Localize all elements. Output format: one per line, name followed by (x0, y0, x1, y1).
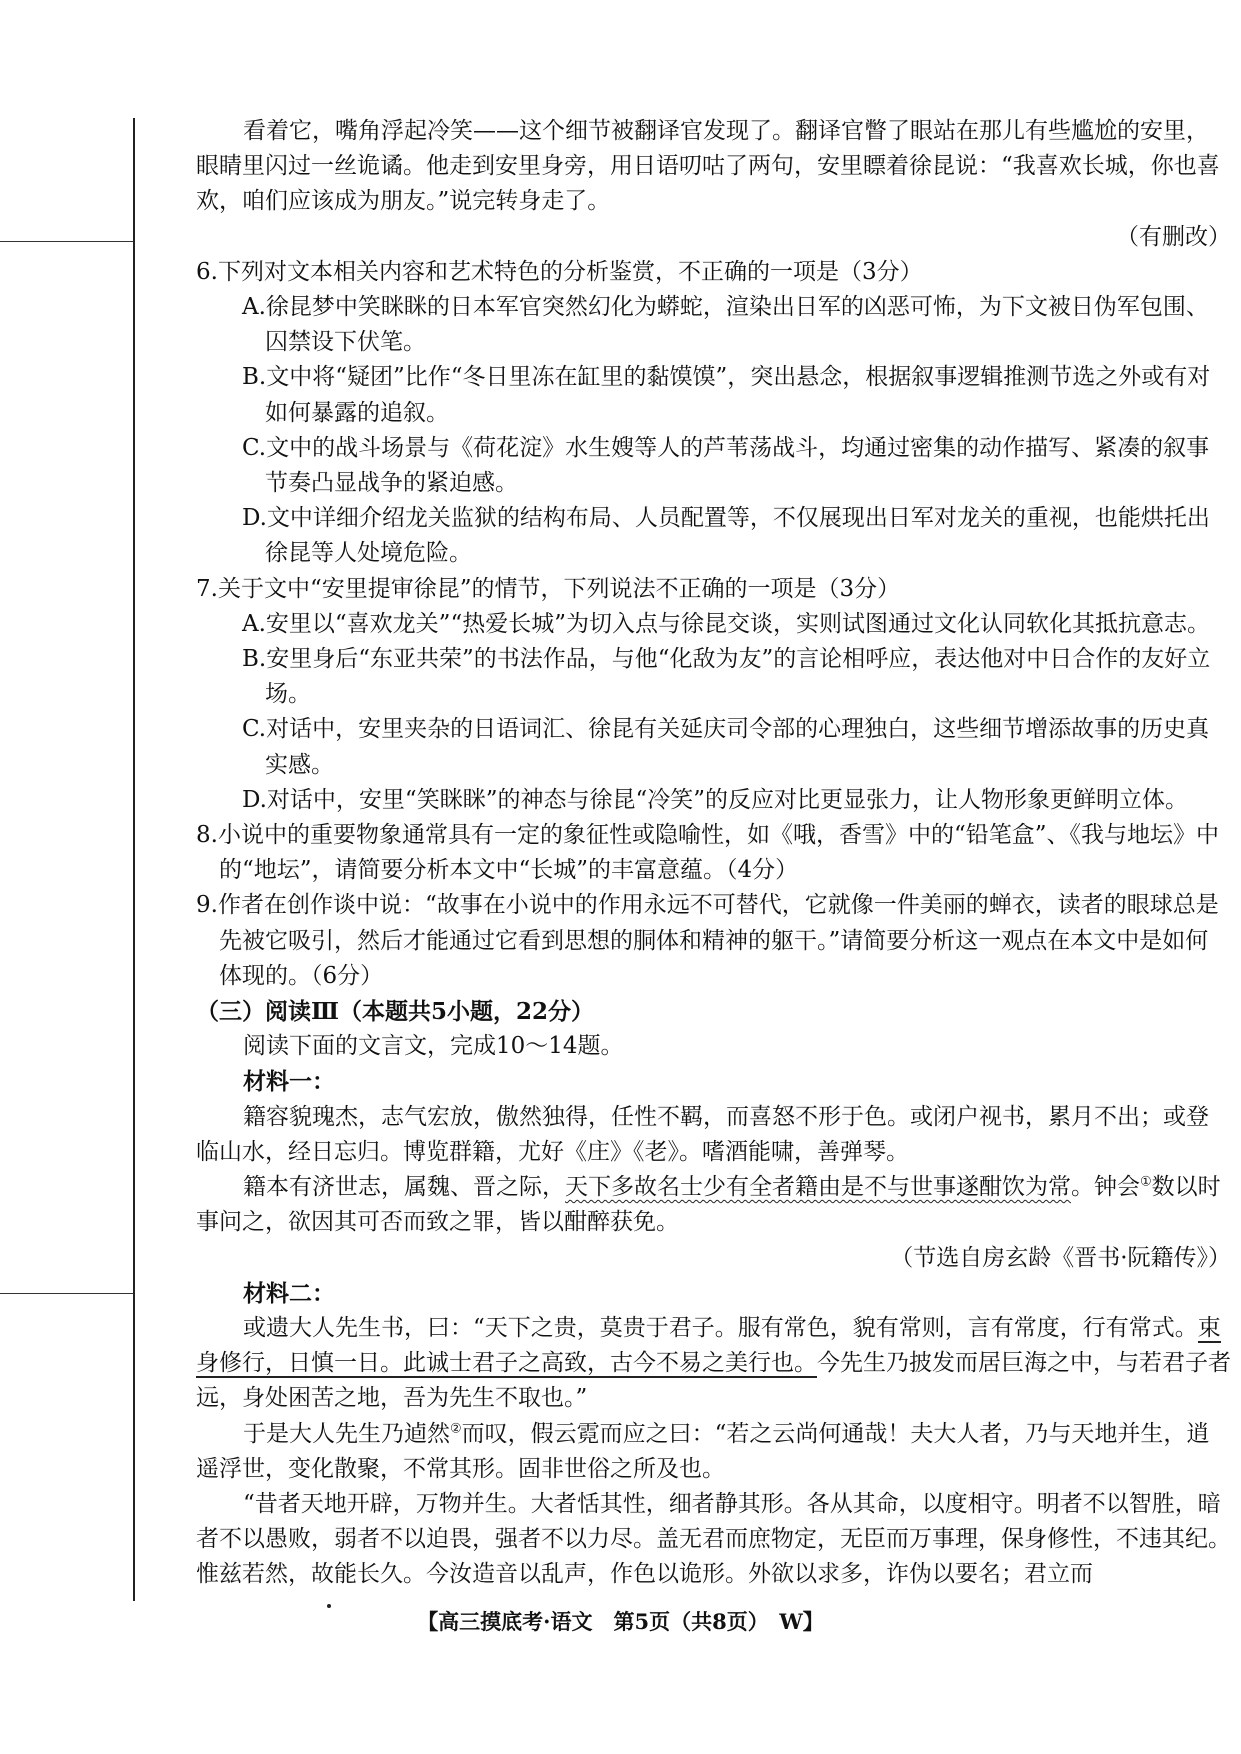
material-1-paragraph-1: 籍容貌瑰杰，志气宏放，傲然独得，任性不羁，而喜怒不形于色。或闭户视书，累月不出；或登临山水，经日忘归。博览群籍，尤好《庄》《老》。嗜酒能啸，善弹琴。 (196, 1103, 1209, 1165)
question-7-option-b: B.安里身后“东亚共荣”的书法作品，与他“化敌为友”的言论相呼应，表达他对中日合作的友好立场。 (242, 646, 1211, 708)
question-6-option-c: C.文中的战斗场景与《荷花淀》水生嫂等人的芦苇荡战斗，均通过密集的动作描写、紧凑的叙事节奏凸显战争的紧迫感。 (242, 434, 1210, 497)
translation-task-sentence: 束身修行，日慎一日。此诚士君子之高致，古今不易之美行也。 (196, 1314, 1221, 1377)
question-6-option-d: D.文中详细介绍龙关监狱的结构布局、人员配置等，不仅展现出日军对龙关的重视，也能烘托出徐昆等人处境危险。 (242, 505, 1210, 567)
material-1-label: 材料一： (243, 1068, 335, 1096)
page-content (196, 114, 1231, 1593)
material-2-paragraph-2 (196, 1417, 1231, 1487)
question-9-stem: 9.作者在创作谈中说：“故事在小说中的作用永远不可替代，它就像一件美丽的蝉衣，读者的眼球总是先被它吸引，然后才能通过它看到思想的胴体和精神的躯干。”请简要分析这一观点在本文中是如何体现的。（6分） (196, 892, 1219, 989)
material-2-text: 今先生乃披发而居巨海之中，与若君子者远，身处困苦之地，吾为先生不取也。” (196, 1350, 1231, 1412)
page-footer: 【高三摸底考·语文 第5页（共8页） W】 (417, 1609, 824, 1634)
material-2-text: 于是大人先生乃逌然 (243, 1420, 450, 1447)
passage-paragraph: 看着它，嘴角浮起冷笑——这个细节被翻译官发现了。翻译官瞥了眼站在那儿有些尴尬的安里，眼睛里闪过一丝诡谲。他走到安里身旁，用日语叨咕了两句，安里瞟着徐昆说：“我喜欢长城，你也喜欢，咱们应该成为朋友。”说完转身走了。 (196, 118, 1220, 215)
margin-tick-upper (0, 241, 133, 242)
material-2-text: 或遗大人先生书，曰：“天下之贵，莫贵于君子。服有常色，貌有常则，言有常度，行有常式。 (243, 1314, 1198, 1341)
margin-tick-lower (0, 1293, 133, 1294)
question-7-option-c: C.对话中，安里夹杂的日语词汇、徐昆有关延庆司令部的心理独白，这些细节增添故事的历史真实感。 (242, 716, 1210, 778)
binding-margin-line (133, 118, 135, 1601)
material-2-paragraph-1 (196, 1311, 1231, 1417)
footnote-marker-1: ① (1140, 1174, 1152, 1190)
material-1-paragraph-2 (196, 1170, 1231, 1240)
section-3-heading: （三）阅读Ⅲ（本题共5小题，22分） (196, 998, 595, 1026)
question-8-stem: 8.小说中的重要物象通常具有一定的象征性或隐喻性，如《哦，香雪》中的“铅笔盒”、《我与地坛》中的“地坛”，请简要分析本文中“长城”的丰富意蕴。（4分） (196, 822, 1219, 884)
footnote-marker-2: ② (450, 1420, 462, 1436)
punctuation-task-sentence: 天下多故名士少有全者籍由是不与世事遂酣饮为常 (565, 1174, 1071, 1201)
material-1-text: 籍本有济世志，属魏、晋之际， (243, 1174, 565, 1201)
material-2-text: 而叹，假云霓而应之曰：“若之云尚何通哉！夫大人者，乃与天地并生，逍遥浮世，变化散聚，不常其形。固非世俗之所及也。 (196, 1420, 1210, 1482)
question-7-option-a: A.安里以“喜欢龙关”“热爱长城”为切入点与徐昆交谈，实则试图通过文化认同软化其抵抗意志。 (242, 610, 1210, 637)
section-3-instruction: 阅读下面的文言文，完成10～14题。 (243, 1033, 624, 1060)
question-7-stem: 7.关于文中“安里提审徐昆”的情节，下列说法不正确的一项是（3分） (196, 575, 901, 602)
question-6-option-b: B.文中将“疑团”比作“冬日里冻在缸里的黏馍馍”，突出悬念，根据叙事逻辑推测节选之外或有对如何暴露的追叙。 (242, 364, 1211, 426)
passage-edit-note: （有删改） (1116, 223, 1231, 250)
material-1-text: 。钟会 (1071, 1174, 1140, 1201)
material-1-text: 数以时事问之，欲因其可否而致之罪，皆以酣醉获免。 (196, 1174, 1221, 1236)
question-7-option-d: D.对话中，安里“笑眯眯”的神态与徐昆“冷笑”的反应对比更显张力，让人物形象更鲜明立体。 (242, 786, 1188, 813)
question-6-stem: 6.下列对文本相关内容和艺术特色的分析鉴赏，不正确的一项是（3分） (196, 258, 923, 285)
material-1-source: （节选自房玄龄《晋书·阮籍传》） (890, 1244, 1231, 1271)
material-2-paragraph-3: “昔者天地开辟，万物并生。大者恬其性，细者静其形。各从其命，以度相守。明者不以智胜，暗者不以愚败，弱者不以迫畏，强者不以力尽。盖无君而庶物定，无臣而万事理，保身修性，不违其纪。惟兹若然，故能长久。今汝造音以乱声，作色以诡形。外欲以求多，诈伪以要名；君立而 (196, 1490, 1231, 1588)
material-2-label: 材料二： (243, 1279, 335, 1307)
question-6-option-a: A.徐昆梦中笑眯眯的日本军官突然幻化为蟒蛇，渲染出日军的凶恶可怖，为下文被日伪军包围、囚禁设下伏笔。 (242, 294, 1209, 356)
